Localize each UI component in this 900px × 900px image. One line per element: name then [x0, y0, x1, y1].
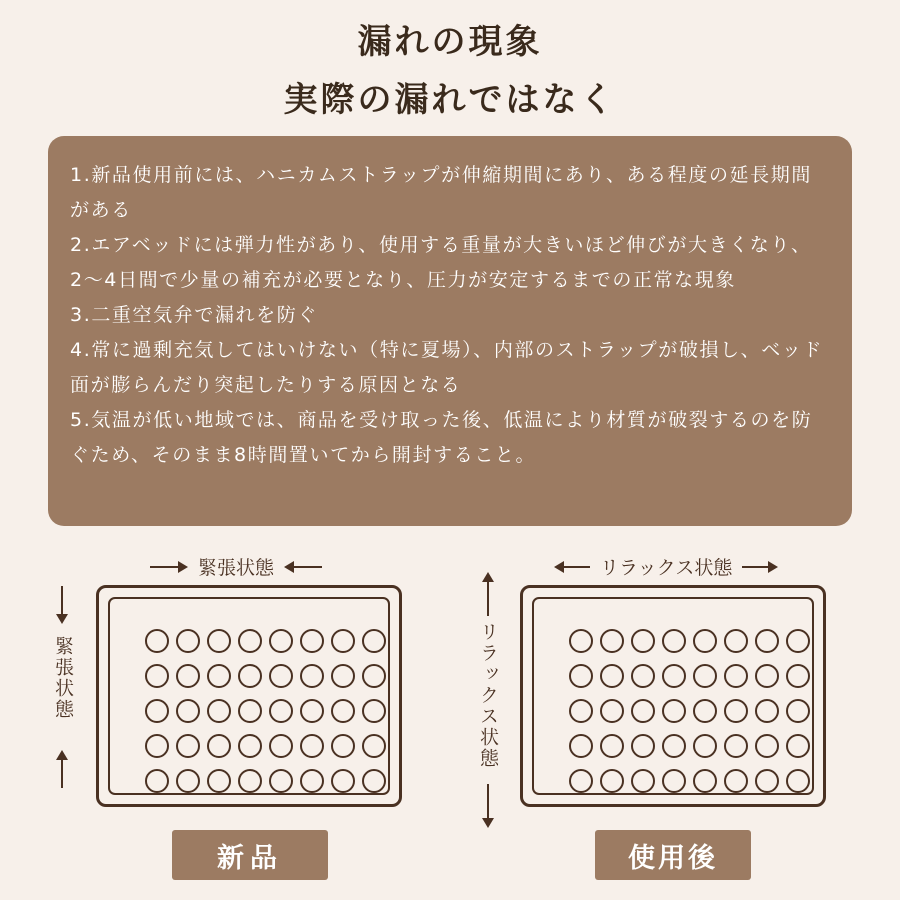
- honeycomb-cell: [145, 734, 169, 758]
- new-mattress-diagram: [96, 585, 402, 807]
- honeycomb-cell: [207, 734, 231, 758]
- honeycomb-cell: [724, 734, 748, 758]
- honeycomb-cell: [755, 664, 779, 688]
- honeycomb-cell: [600, 629, 624, 653]
- honeycomb-cell: [300, 699, 324, 723]
- new-tag: 新品: [172, 830, 328, 880]
- honeycomb-cell: [207, 769, 231, 793]
- honeycomb-cell: [755, 769, 779, 793]
- honeycomb-cell: [269, 769, 293, 793]
- honeycomb-cell: [176, 699, 200, 723]
- honeycomb-cell: [145, 769, 169, 793]
- honeycomb-cell: [362, 699, 386, 723]
- honeycomb-cell: [145, 699, 169, 723]
- honeycomb-cell: [755, 699, 779, 723]
- honeycomb-cell: [569, 664, 593, 688]
- honeycomb-cell: [300, 769, 324, 793]
- page-subtitle: 実際の漏れではなく: [283, 80, 617, 120]
- used-horizontal-text: リラックス状態: [600, 557, 733, 579]
- notes-panel: [48, 136, 852, 526]
- honeycomb-cell: [786, 769, 810, 793]
- right-arrow-icon: [150, 566, 186, 568]
- honeycomb-cell: [331, 629, 355, 653]
- note-item: 3.二重空気弁で漏れを防ぐ: [70, 304, 318, 326]
- used-horizontal-label: [556, 553, 776, 580]
- honeycomb-cell: [207, 629, 231, 653]
- honeycomb-cell: [786, 734, 810, 758]
- honeycomb-cell: [662, 734, 686, 758]
- honeycomb-cell: [631, 769, 655, 793]
- right-arrow-icon: [742, 566, 776, 568]
- honeycomb-cell: [331, 734, 355, 758]
- honeycomb-cell: [331, 699, 355, 723]
- honeycomb-cell: [300, 629, 324, 653]
- honeycomb-cell: [176, 769, 200, 793]
- used-tag: 使用後: [595, 830, 751, 880]
- honeycomb-cell: [300, 664, 324, 688]
- honeycomb-cell: [724, 699, 748, 723]
- honeycomb-cell: [724, 664, 748, 688]
- used-mattress-diagram: [520, 585, 826, 807]
- down-arrow-icon: [487, 784, 489, 826]
- honeycomb-cell: [269, 629, 293, 653]
- note-item: 2.エアベッドには弾力性があり、使用する重量が大きいほど伸びが大きくなり、2〜4日間で少量の補充が必要となり、圧力が安定するまでの正常な現象: [70, 234, 812, 291]
- up-arrow-icon: [487, 574, 489, 616]
- new-horizontal-label: [150, 553, 322, 580]
- honeycomb-cell: [238, 699, 262, 723]
- honeycomb-cell: [362, 769, 386, 793]
- honeycomb-cell: [176, 664, 200, 688]
- honeycomb-cell: [207, 664, 231, 688]
- honeycomb-cell: [693, 699, 717, 723]
- honeycomb-cell: [786, 629, 810, 653]
- note-item: 4.常に過剰充気してはいけない（特に夏場）、内部のストラップが破損し、ベッド面が膨らんだり突起したりする原因となる: [70, 339, 824, 396]
- honeycomb-cell: [693, 769, 717, 793]
- page-title: 漏れの現象: [357, 22, 543, 62]
- left-arrow-icon: [556, 566, 590, 568]
- honeycomb-cell: [238, 734, 262, 758]
- honeycomb-cell: [331, 769, 355, 793]
- honeycomb-grid: [569, 629, 810, 793]
- honeycomb-cell: [238, 629, 262, 653]
- note-item: 1.新品使用前には、ハニカムストラップが伸縮期間にあり、ある程度の延長期間がある: [70, 164, 812, 221]
- honeycomb-cell: [362, 664, 386, 688]
- used-vertical-label: リラックス状態: [477, 622, 499, 769]
- mattress-inner-border: [532, 597, 814, 795]
- honeycomb-cell: [631, 629, 655, 653]
- honeycomb-cell: [569, 769, 593, 793]
- honeycomb-cell: [362, 734, 386, 758]
- honeycomb-cell: [569, 629, 593, 653]
- honeycomb-cell: [755, 629, 779, 653]
- honeycomb-cell: [600, 664, 624, 688]
- honeycomb-cell: [600, 699, 624, 723]
- honeycomb-cell: [631, 699, 655, 723]
- note-item: 5.気温が低い地域では、商品を受け取った後、低温により材質が破裂するのを防ぐため、そのまま8時間置いてから開封すること。: [70, 409, 813, 466]
- honeycomb-cell: [724, 769, 748, 793]
- honeycomb-cell: [724, 629, 748, 653]
- honeycomb-cell: [662, 664, 686, 688]
- new-vertical-label: 緊張状態: [52, 636, 74, 720]
- honeycomb-cell: [569, 734, 593, 758]
- honeycomb-cell: [600, 734, 624, 758]
- honeycomb-cell: [786, 664, 810, 688]
- honeycomb-cell: [176, 734, 200, 758]
- honeycomb-cell: [238, 664, 262, 688]
- up-arrow-icon: [61, 752, 63, 788]
- honeycomb-cell: [662, 699, 686, 723]
- left-arrow-icon: [286, 566, 322, 568]
- honeycomb-cell: [176, 629, 200, 653]
- honeycomb-cell: [145, 664, 169, 688]
- honeycomb-cell: [569, 699, 593, 723]
- honeycomb-cell: [600, 769, 624, 793]
- honeycomb-cell: [662, 629, 686, 653]
- honeycomb-cell: [693, 629, 717, 653]
- honeycomb-cell: [631, 734, 655, 758]
- honeycomb-cell: [331, 664, 355, 688]
- honeycomb-cell: [631, 664, 655, 688]
- honeycomb-cell: [269, 734, 293, 758]
- honeycomb-cell: [693, 734, 717, 758]
- honeycomb-cell: [786, 699, 810, 723]
- down-arrow-icon: [61, 586, 63, 622]
- honeycomb-cell: [755, 734, 779, 758]
- mattress-inner-border: [108, 597, 390, 795]
- new-horizontal-text: 緊張状態: [198, 557, 275, 579]
- honeycomb-grid: [145, 629, 386, 793]
- honeycomb-cell: [145, 629, 169, 653]
- honeycomb-cell: [207, 699, 231, 723]
- honeycomb-cell: [269, 664, 293, 688]
- honeycomb-cell: [362, 629, 386, 653]
- honeycomb-cell: [693, 664, 717, 688]
- honeycomb-cell: [269, 699, 293, 723]
- honeycomb-cell: [662, 769, 686, 793]
- honeycomb-cell: [238, 769, 262, 793]
- honeycomb-cell: [300, 734, 324, 758]
